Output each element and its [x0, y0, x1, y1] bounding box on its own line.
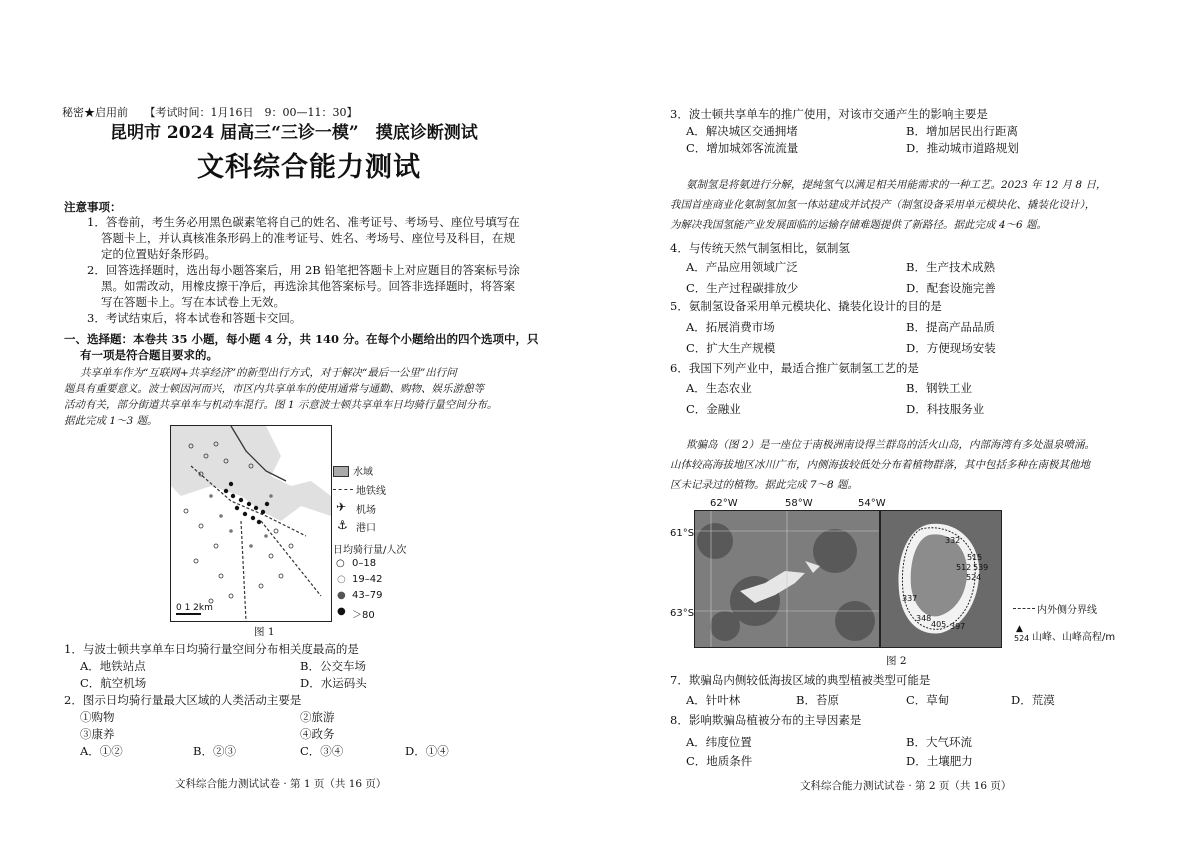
question-4: 4．与传统天然气制氢相比，氨制氢 [670, 241, 850, 255]
material-line: 区未记录过的植物。据此完成 7～8 题。 [670, 479, 859, 491]
boston-map-graphic [171, 426, 331, 621]
q6-option-d[interactable]: D．科技服务业 [906, 402, 985, 416]
q8-option-b[interactable]: B．大气环流 [906, 735, 972, 749]
peak-elevation: 397 [950, 622, 966, 631]
figure-1-map [170, 425, 332, 622]
subject-title: 文科综合能力测试 [197, 152, 421, 183]
material-line: 共享单车作为“互联网+共享经济”的新型出行方式，对于解决“最后一公里”出行问 [80, 367, 457, 379]
q5-option-a[interactable]: A．拓展消费市场 [686, 320, 775, 334]
legend-water: 水域 [353, 467, 373, 478]
notice-line: 写在答题卡上。写在本试卷上无效。 [101, 295, 285, 309]
material-line: 氨制氢是将氨进行分解，提純氢气以满足相关用能需求的一种工艺。2023 年 12 月 8 日， [686, 179, 1107, 191]
notice-line: 答题卡上，并认真核准条形码上的准考证号、姓名、考场号、座位号及科目，在规 [101, 231, 515, 245]
q8-option-c[interactable]: C．地质条件 [686, 754, 753, 768]
q5-option-b[interactable]: B．提高产品品质 [906, 320, 995, 334]
legend-airport: 机场 [356, 505, 376, 516]
notice-line: 定的位置贴好条形码。 [101, 247, 216, 261]
q7-option-b[interactable]: B．苔原 [796, 693, 839, 707]
notice-line: 1．答卷前，考生务必用黑色碳素笔将自己的姓名、准考证号、考场号、座位号填写在 [87, 215, 520, 229]
legend-range: 0–18 [352, 558, 377, 569]
q8-option-d[interactable]: D．土壤肥力 [906, 754, 973, 768]
q2-item: ①购物 [80, 710, 115, 724]
legend-peak: 山峰、山峰高程/m [1032, 632, 1116, 643]
material-line: 我国首座商业化氨制氢加氢一体站建成并试投产（制氢设备采用单元模块化、撬装化设计）， [670, 199, 1096, 211]
legend-range: 43–79 [352, 590, 383, 601]
material-line: 活动有关，部分街道共享单车与机动车混行。图 1 示意波士顿共享单车日均骑行量空间分布。 [64, 399, 498, 411]
q5-option-d[interactable]: D．方便现场安装 [906, 341, 996, 355]
latitude-label: 63°S [670, 608, 695, 619]
secret-header: 秘密★启用前 【考试时间：1月16日 9：00—11：30】 [62, 106, 358, 119]
scale-bar-label: 0 1 2km [176, 603, 213, 613]
section-heading: 一、选择题：本卷共 35 小题，每小题 4 分，共 140 分。在每个小题给出的四个选项中，只 [64, 332, 539, 346]
q1-option-b[interactable]: B．公交车场 [300, 659, 366, 673]
page-2-footer: 文科综合能力测试试卷 · 第 2 页（共 16 页） [800, 780, 1012, 792]
legend-range: ＞80 [352, 610, 375, 621]
figure-2-region-map [694, 510, 880, 648]
question-3: 3．波士顿共享单车的推广使用，对该市交通产生的影响主要是 [670, 107, 988, 121]
q4-option-a[interactable]: A．产品应用领域广泛 [686, 260, 798, 274]
q5-option-c[interactable]: C．扩大生产规模 [686, 341, 776, 355]
question-2: 2．图示日均骑行量最大区域的人类活动主要是 [64, 693, 302, 707]
legend-peak-value: 524 [1014, 634, 1030, 643]
q2-option-b[interactable]: B．②③ [193, 744, 236, 758]
legend-title: 日均骑行量/人次 [333, 545, 407, 556]
material-line: 题具有重要意义。波士顿因河而兴，市区内共享单车的使用通常与通勤、购物、娱乐游憩等 [64, 383, 484, 395]
longitude-label: 62°W [710, 498, 738, 509]
q2-item: ②旅游 [300, 710, 335, 724]
q6-option-c[interactable]: C．金融业 [686, 402, 741, 416]
q4-option-b[interactable]: B．生产技术成熟 [906, 260, 995, 274]
peak-elevation: 539 [973, 563, 989, 572]
latitude-label: 61°S [670, 528, 695, 539]
figure-1-caption: 图 1 [254, 626, 275, 638]
material-line: 欺骗岛（图 2）是一座位于南极洲南设得兰群岛的活火山岛，内部海湾有多处温泉喷涌。 [686, 439, 1096, 451]
peak-elevation: 405 [931, 620, 947, 629]
exam-title: 昆明市 2024 届高三“三诊一模” 摸底诊断测试 [110, 123, 478, 143]
question-1: 1．与波士顿共享单车日均骑行量空间分布相关度最高的是 [64, 642, 359, 656]
question-8: 8．影响欺骗岛植被分布的主导因素是 [670, 713, 862, 727]
q2-option-a[interactable]: A．①② [80, 744, 123, 758]
peak-elevation: 337 [902, 594, 918, 603]
q4-option-c[interactable]: C．生产过程碳排放少 [686, 281, 799, 295]
legend-subway: 地铁线 [356, 486, 386, 497]
boundary-line-swatch [1013, 608, 1035, 609]
q3-option-c[interactable]: C．增加城郊客流流量 [686, 141, 799, 155]
q2-item: ③康养 [80, 727, 115, 741]
material-line: 山体较高海拔地区冰川广布，内侧海拔较低处分布着植物群落，其中包括多种在南极其他地 [670, 459, 1090, 471]
q3-option-b[interactable]: B．增加居民出行距离 [906, 124, 1018, 138]
question-5: 5．氨制氢设备采用单元模块化、撬装化设计的目的是 [670, 299, 942, 313]
south-shetland-map-graphic [695, 511, 879, 647]
peak-elevation: 524 [966, 573, 982, 582]
material-line: 为解决我国氢能产业发展面临的运输存储难题提供了新路径。据此完成 4～6 题。 [670, 219, 1048, 231]
notice-heading: 注意事项： [64, 200, 122, 214]
material-line: 据此完成 1～3 题。 [64, 415, 158, 427]
legend-range: 19–42 [352, 574, 383, 585]
peak-triangle-icon: ▲ [1016, 624, 1023, 634]
legend-range-icon: ● [337, 606, 346, 617]
legend-range-icon: ○ [337, 574, 346, 585]
q2-item: ④政务 [300, 727, 335, 741]
water-legend-swatch [333, 466, 349, 477]
legend-port: 港口 [356, 523, 376, 534]
notice-line: 3．考试结束后，将本试卷和答题卡交回。 [87, 311, 302, 325]
q2-option-c[interactable]: C．③④ [300, 744, 344, 758]
question-7: 7．欺骗岛内侧较低海拔区域的典型植被类型可能是 [670, 673, 931, 687]
notice-line: 2．回答选择题时，选出每小题答案后，用 2B 铅笔把答题卡上对应题目的答案标号涂 [87, 263, 520, 277]
peak-elevation: 332 [945, 536, 961, 545]
q6-option-a[interactable]: A．生态农业 [686, 381, 752, 395]
q3-option-a[interactable]: A．解决城区交通拥堵 [686, 124, 798, 138]
q7-option-a[interactable]: A．针叶林 [686, 693, 741, 707]
q7-option-c[interactable]: C．草甸 [906, 693, 950, 707]
page-1-footer: 文科综合能力测试试卷 · 第 1 页（共 16 页） [175, 778, 387, 790]
q8-option-a[interactable]: A．纬度位置 [686, 735, 752, 749]
q3-option-d[interactable]: D．推动城市道路规划 [906, 141, 1019, 155]
legend-boundary: 内外侧分界线 [1037, 605, 1097, 616]
q1-option-c[interactable]: C．航空机场 [80, 676, 147, 690]
q4-option-d[interactable]: D．配套设施完善 [906, 281, 996, 295]
q1-option-d[interactable]: D．水运码头 [300, 676, 367, 690]
anchor-icon: ⚓ [337, 518, 348, 532]
peak-elevation: 512 [956, 563, 972, 572]
q6-option-b[interactable]: B．钢铁工业 [906, 381, 972, 395]
notice-line: 黑。如需改动，用橡皮擦干净后，再选涂其他答案标号。回答非选择题时，将答案 [101, 279, 515, 293]
legend-range-icon: ○ [336, 558, 345, 569]
section-heading-cont: 有一项是符合题目要求的。 [80, 348, 218, 362]
q7-option-d[interactable]: D．荒漠 [1011, 693, 1055, 707]
airport-icon: ✈ [336, 500, 347, 514]
peak-elevation: 348 [916, 614, 932, 623]
legend-range-icon: ● [337, 590, 346, 601]
longitude-label: 54°W [858, 498, 886, 509]
question-6: 6．我国下列产业中，最适合推广氨制氢工艺的是 [670, 361, 919, 375]
q1-option-a[interactable]: A．地铁站点 [80, 659, 146, 673]
subway-legend-swatch [333, 489, 353, 490]
figure-2-caption: 图 2 [886, 655, 907, 667]
longitude-label: 58°W [785, 498, 813, 509]
peak-elevation: 515 [967, 553, 983, 562]
q2-option-d[interactable]: D．①④ [405, 744, 449, 758]
